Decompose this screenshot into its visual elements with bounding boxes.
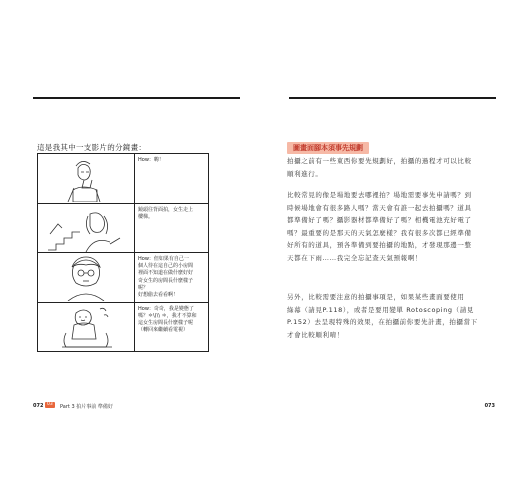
sketch-man-waving [38, 154, 134, 202]
section-heading: 圖畫面腳本須事先規劃 [287, 142, 369, 154]
storyboard-row [38, 252, 208, 302]
storyboard-table [37, 153, 209, 352]
storyboard-row [38, 302, 208, 352]
page-number: 072 [33, 403, 44, 409]
storyboard-sketch-1 [38, 154, 135, 203]
paragraph: 另外，比較需要注意的拍攝事項是，如果某些畫面要使用 綠幕（請見P.118），或者是要用變單 Rotoscoping（請見 P.152）去呈現特殊的效果，在拍攝前你要先計畫，拍攝當下 才會比較順利唷！ [287, 293, 478, 339]
paragraph: 比較常見的像是場地要去哪裡拍？場地需要事先申請嗎？到 時候場地會有很多路人嗎？當天會有誰一起去拍攝嗎？道具 都準備好了嗎？攝影器材都準備好了嗎？相機電池充好電了 嗎？最重要的是那天的天氣怎麼樣？我有很多次都已經準備 好所有的道具，預各準備到要拍攝的地點，才發現那邊一整 天都在下雨……我完全忘記查天氣預報啊！ [287, 191, 472, 262]
part-badge: 03 [47, 402, 53, 407]
top-rule [33, 97, 240, 99]
sketch-man-couch [38, 303, 134, 351]
storyboard-text: How：但如果有自己一 個人待在這自己的小房間 裡面不知道在做什麼好好 奇女生的房間長什麼樣子 呢？ 好想偷去看看啊！ [138, 256, 194, 299]
storyboard-text: How：奇奇，我是變態了 嗎？＊\(\\ ＊，我才不算和 這女生房間長什麼樣子呢 （轉回來繼續看電視） [138, 305, 197, 334]
storyboard-sketch-2 [38, 204, 135, 253]
right-page [260, 0, 520, 500]
storyboard-caption: 這是我其中一支影片的分鏡畫： [37, 143, 147, 152]
page-number: 073 [484, 403, 495, 409]
storyboard-row [38, 203, 208, 253]
paragraph: 拍攝之前有一些東西你要先規劃好，拍攝的過程才可以比較 順利進行。 [287, 157, 472, 178]
storyboard-sketch-4 [38, 303, 135, 352]
storyboard-text: 鏡頭往背面拍，女生走上 樓梯。 [138, 206, 194, 220]
top-rule [289, 97, 496, 99]
storyboard-text: How：嗨！ [138, 157, 164, 163]
storyboard-row [38, 154, 208, 203]
sketch-woman-stairs [38, 204, 134, 252]
running-header: Part 3 拍片事前 準備好 [60, 404, 113, 410]
storyboard-sketch-3 [38, 253, 135, 302]
sketch-man-thinking [38, 253, 134, 301]
